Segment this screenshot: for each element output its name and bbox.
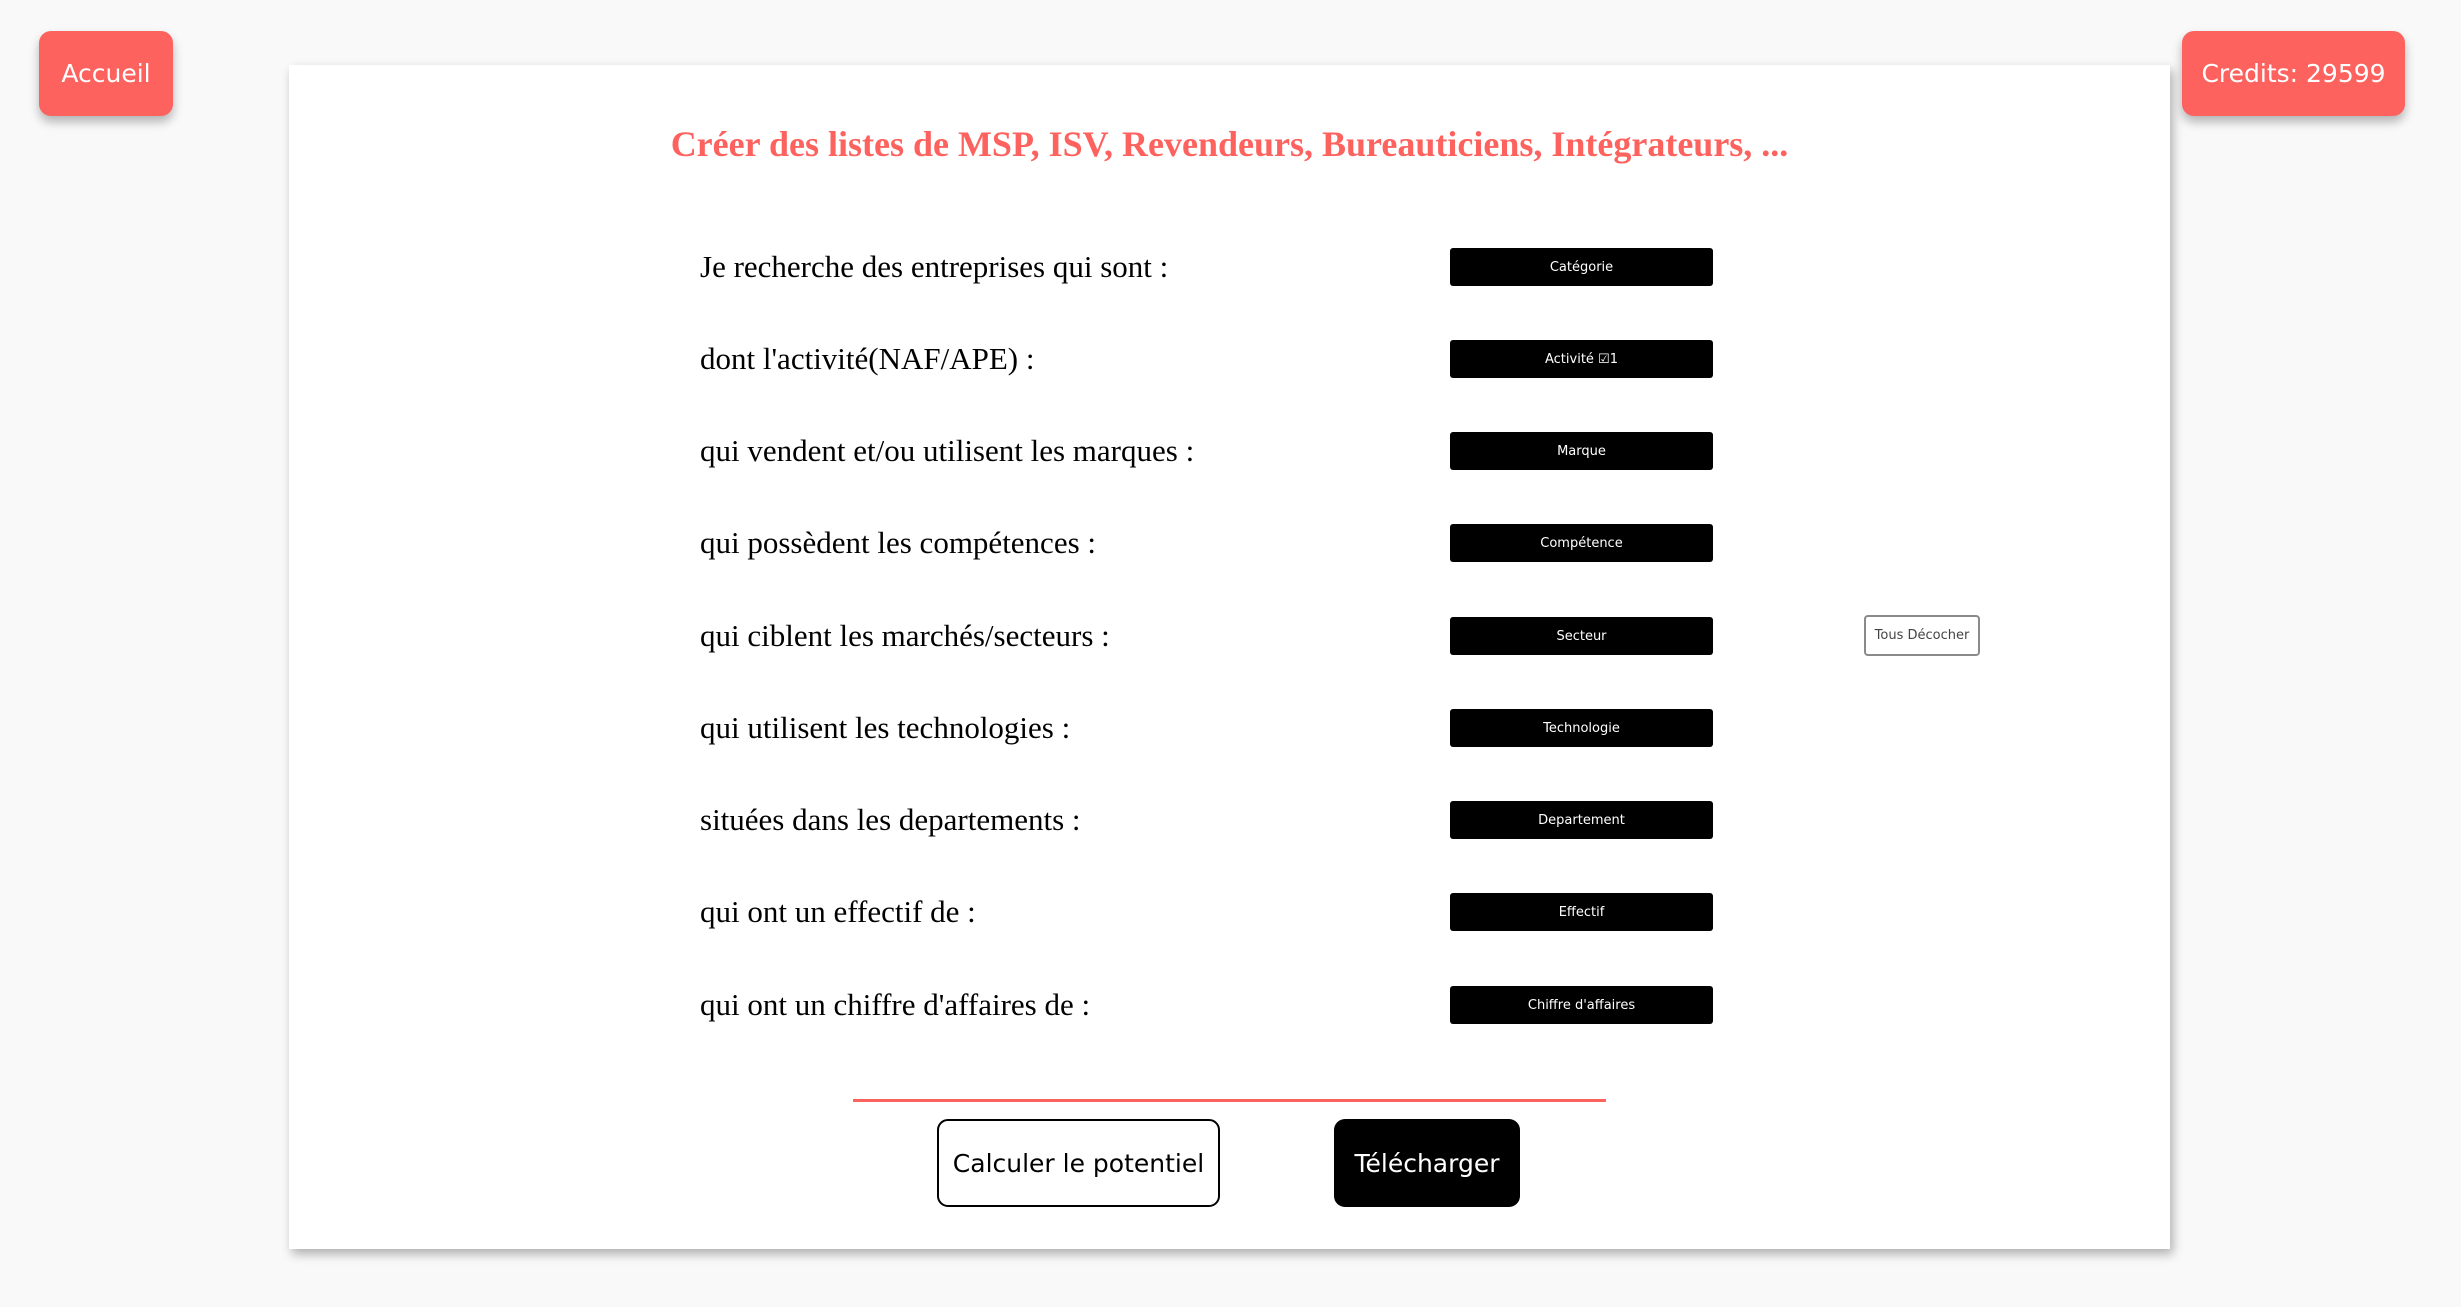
credits-button[interactable]: Credits: 29599 xyxy=(2182,31,2405,116)
label-revenue: qui ont un chiffre d'affaires de : xyxy=(700,987,1091,1022)
divider-line xyxy=(853,1099,1606,1102)
label-headcount: qui ont un effectif de : xyxy=(700,894,976,929)
activity-button[interactable]: Activité ☑1 xyxy=(1450,340,1713,378)
skill-button[interactable]: Compétence xyxy=(1450,524,1713,562)
label-activity: dont l'activité(NAF/APE) : xyxy=(700,341,1035,376)
label-technology: qui utilisent les technologies : xyxy=(700,710,1071,745)
page-title: Créer des listes de MSP, ISV, Revendeurs, Bureauticiens, Intégrateurs, ... xyxy=(670,124,1789,164)
search-form-card xyxy=(289,65,2170,1249)
download-button[interactable]: Télécharger xyxy=(1334,1119,1520,1207)
label-category: Je recherche des entreprises qui sont : xyxy=(700,249,1169,284)
brand-button[interactable]: Marque xyxy=(1450,432,1713,470)
home-button[interactable]: Accueil xyxy=(39,31,173,116)
revenue-button[interactable]: Chiffre d'affaires xyxy=(1450,986,1713,1024)
technology-button[interactable]: Technologie xyxy=(1450,709,1713,747)
department-button[interactable]: Departement xyxy=(1450,801,1713,839)
category-button[interactable]: Catégorie xyxy=(1450,248,1713,286)
calculate-potential-button[interactable]: Calculer le potentiel xyxy=(937,1119,1220,1207)
uncheck-all-button[interactable]: Tous Décocher xyxy=(1864,615,1980,656)
sector-button[interactable]: Secteur xyxy=(1450,617,1713,655)
label-sector: qui ciblent les marchés/secteurs : xyxy=(700,618,1110,653)
label-skill: qui possèdent les compétences : xyxy=(700,525,1097,560)
label-brand: qui vendent et/ou utilisent les marques : xyxy=(700,433,1195,468)
label-department: situées dans les departements : xyxy=(700,802,1081,837)
headcount-button[interactable]: Effectif xyxy=(1450,893,1713,931)
